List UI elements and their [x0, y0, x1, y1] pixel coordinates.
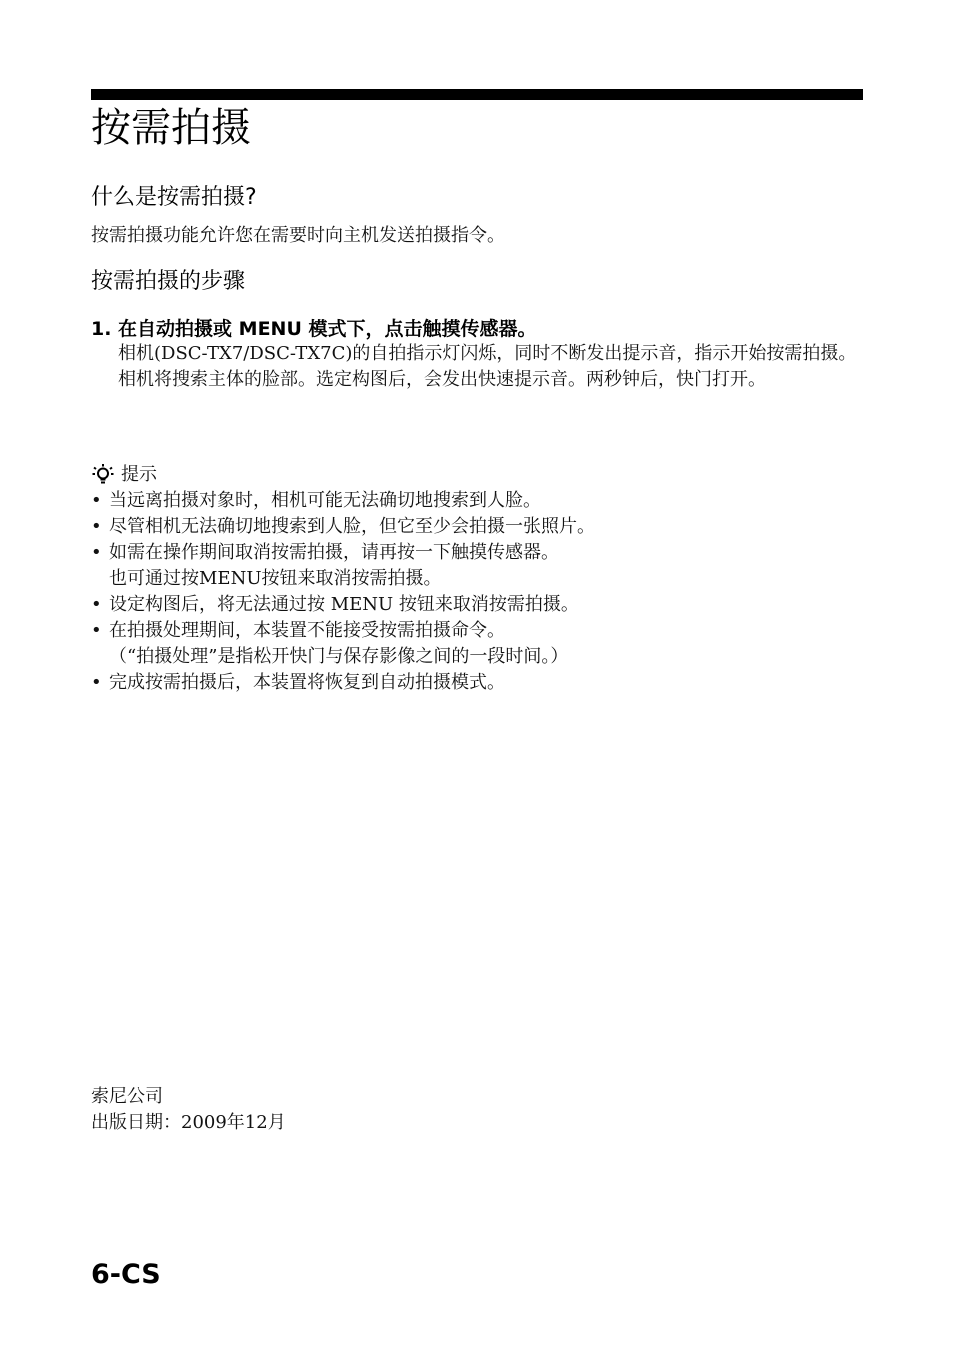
section-heading-what-is: 什么是按需拍摄? — [91, 185, 257, 210]
bullet-icon: • — [91, 594, 102, 615]
hints-list — [91, 488, 861, 696]
hints-heading — [91, 462, 157, 488]
page-title: 按需拍摄 — [91, 105, 251, 151]
bullet-icon: • — [91, 620, 102, 641]
page-number: 6-CS — [91, 1259, 161, 1290]
bullet-icon: • — [91, 516, 102, 537]
step-1-body — [118, 341, 858, 393]
hint-item — [91, 540, 861, 592]
hint-item-line: 设定构图后，将无法通过按 MENU 按钮来取消按需拍摄。 — [109, 594, 579, 615]
hint-item-line-2: 也可通过按MENU按钮来取消按需拍摄。 — [109, 568, 442, 589]
bullet-icon: • — [91, 672, 102, 693]
lightbulb-icon — [91, 463, 115, 487]
hint-item-line: 在拍摄处理期间，本装置不能接受按需拍摄命令。 — [109, 620, 505, 641]
step-1-paragraph-1: 相机(DSC-TX7/DSC-TX7C)的自拍指示灯闪烁，同时不断发出提示音，指示开始按需拍摄。 — [118, 343, 857, 364]
hint-item — [91, 592, 861, 618]
hint-item-line: 完成按需拍摄后，本装置将恢复到自动拍摄模式。 — [109, 672, 505, 693]
footer-date: 出版日期：2009年12月 — [91, 1112, 286, 1133]
section-text-what-is: 按需拍摄功能允许您在需要时向主机发送拍摄指令。 — [91, 225, 505, 246]
section-heading-steps: 按需拍摄的步骤 — [91, 269, 246, 294]
step-1-title: 1. 在自动拍摄或 MENU 模式下，点击触摸传感器。 — [91, 318, 537, 340]
hint-item-line: 尽管相机无法确切地搜索到人脸，但它至少会拍摄一张照片。 — [109, 516, 595, 537]
hint-item — [91, 514, 861, 540]
hints-heading-label: 提示 — [121, 464, 157, 485]
bullet-icon: • — [91, 542, 102, 563]
hint-item — [91, 618, 861, 670]
bullet-icon: • — [91, 490, 102, 511]
hint-item-line: 当远离拍摄对象时，相机可能无法确切地搜索到人脸。 — [109, 490, 541, 511]
hint-item-line: 如需在操作期间取消按需拍摄，请再按一下触摸传感器。 — [109, 542, 559, 563]
top-rule — [91, 89, 863, 100]
footer — [91, 1084, 286, 1136]
hint-item — [91, 670, 861, 696]
hint-item — [91, 488, 861, 514]
hint-item-line-2: （“拍摄处理”是指松开快门与保存影像之间的一段时间。） — [109, 646, 569, 667]
footer-company: 索尼公司 — [91, 1086, 163, 1107]
step-1-paragraph-2: 相机将搜索主体的脸部。选定构图后，会发出快速提示音。两秒钟后，快门打开。 — [118, 369, 766, 390]
